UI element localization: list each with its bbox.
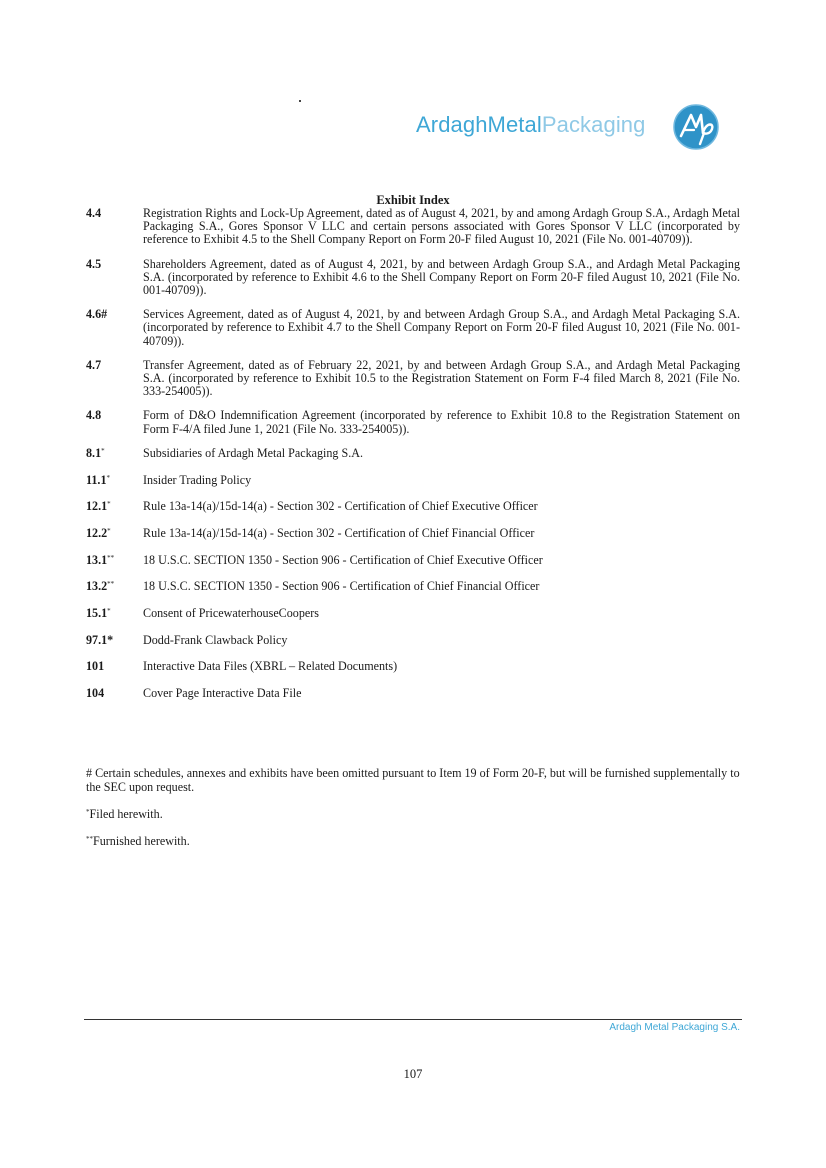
exhibit-description: Cover Page Interactive Data File (143, 686, 302, 701)
exhibit-entry-97-1 (86, 634, 740, 647)
exhibit-number: 97.1* (86, 632, 114, 647)
exhibit-description: 18 U.S.C. SECTION 1350 - Section 906 - Certification of Chief Financial Officer (143, 579, 540, 594)
exhibit-entry-15-1 (86, 607, 740, 620)
exhibit-entry-12-2 (86, 527, 740, 540)
exhibit-description: Shareholders Agreement, dated as of August 4, 2021, by and between Ardagh Group S.A., and Ardagh Metal Packaging S.A. (incorporated by reference to Exhibit 4.6 to the Shell Company Report on Form 20-F filed August 10, 2021 (File No. 001-40709)). (143, 256, 740, 298)
exhibit-number: 8.1* (86, 445, 105, 460)
footer-divider (84, 1019, 742, 1020)
logo-word-ardagh: Ardagh (416, 112, 488, 137)
omitted-schedules-note: # Certain schedules, annexes and exhibits have been omitted pursuant to Item 19 of Form 20-F, but will be furnished supplementally to the SEC upon request. (86, 766, 740, 794)
exhibit-entry-13-2 (86, 580, 740, 593)
exhibit-entry-12-1 (86, 500, 740, 513)
exhibit-number: 13.2** (86, 579, 115, 594)
exhibit-description: Consent of PricewaterhouseCoopers (143, 606, 319, 621)
exhibit-number: 15.1* (86, 606, 111, 621)
logo-word-metal: Metal (487, 112, 542, 137)
exhibit-entry-101 (86, 660, 740, 673)
exhibit-description: Form of D&O Indemnification Agreement (incorporated by reference to Exhibit 10.8 to the Registration Statement on Form F-4/A filed June 1, 2021 (File No. 333-254005)). (143, 408, 740, 436)
footnotes (86, 766, 740, 848)
exhibit-description: Services Agreement, dated as of August 4, 2021, by and between Ardagh Group S.A., and Ardagh Metal Packaging S.A. (incorporated by reference to Exhibit 4.7 to the Shell Company Report on Form 20-F filed August 10, 2021 (File No. 001-40709)). (143, 307, 740, 348)
exhibit-description: Interactive Data Files (XBRL – Related Documents) (143, 659, 398, 674)
exhibit-description: Rule 13a-14(a)/15d-14(a) - Section 302 - Certification of Chief Executive Officer (143, 499, 538, 514)
exhibit-number: 4.5 (86, 256, 102, 271)
exhibit-number: 4.6# (86, 307, 108, 322)
exhibit-description: Rule 13a-14(a)/15d-14(a) - Section 302 - Certification of Chief Financial Officer (143, 525, 535, 540)
exhibit-index-title: Exhibit Index (376, 193, 450, 207)
exhibit-entry-4-6 (86, 308, 740, 348)
stray-dot (299, 100, 301, 102)
filed-herewith-note: *Filed herewith. (86, 807, 163, 821)
exhibit-entry-8-1 (86, 447, 740, 460)
exhibit-number: 4.7 (86, 357, 102, 372)
exhibit-entry-4-7 (86, 359, 740, 399)
exhibit-description: 18 U.S.C. SECTION 1350 - Section 906 - Certification of Chief Executive Officer (143, 552, 543, 567)
exhibit-number: 12.2* (86, 525, 111, 540)
exhibit-entry-4-8 (86, 409, 740, 435)
exhibit-number: 12.1* (86, 499, 111, 514)
exhibit-number: 104 (86, 686, 105, 701)
exhibit-list (86, 207, 740, 700)
logo-word-packaging: Packaging (541, 112, 646, 137)
exhibit-description: Insider Trading Policy (143, 472, 252, 487)
footer-company-name: Ardagh Metal Packaging S.A. (609, 1022, 740, 1033)
exhibit-description: Transfer Agreement, dated as of February 22, 2021, by and between Ardagh Group S.A., and Ardagh Metal Packaging S.A. (incorporated by reference to Exhibit 10.5 to the Registration Statement on Form F-4 filed March 8, 2021 (File No. 333-254005)). (143, 357, 740, 399)
exhibit-entry-13-1 (86, 554, 740, 567)
exhibit-entry-104 (86, 687, 740, 700)
exhibit-number: 4.4 (86, 206, 102, 220)
exhibit-description: Registration Rights and Lock-Up Agreement, dated as of August 4, 2021, by and among Ardagh Group S.A., Ardagh Metal Packaging S.A., Gores Sponsor V LLC and certain persons associated with Gores Sponsor V LLC (incorporated by reference to Exhibit 4.5 to the Shell Company Report on Form 20-F filed August 10, 2021 (File No. 001-40709)). (143, 206, 740, 247)
exhibit-description: Dodd-Frank Clawback Policy (143, 632, 288, 647)
company-logo (416, 103, 722, 151)
logo-wordmark (416, 112, 645, 138)
exhibit-description: Subsidiaries of Ardagh Metal Packaging S.A. (143, 445, 364, 460)
page-number: 107 (403, 1067, 423, 1081)
exhibit-number: 101 (86, 659, 105, 674)
exhibit-number: 11.1* (86, 472, 110, 487)
exhibit-entry-4-5 (86, 258, 740, 298)
exhibit-entry-4-4 (86, 207, 740, 247)
amp-logo-icon (672, 103, 720, 151)
exhibit-number: 4.8 (86, 408, 102, 423)
exhibit-number: 13.1** (86, 552, 115, 567)
exhibit-entry-11-1 (86, 474, 740, 487)
furnished-herewith-note: **Furnished herewith. (86, 834, 190, 848)
